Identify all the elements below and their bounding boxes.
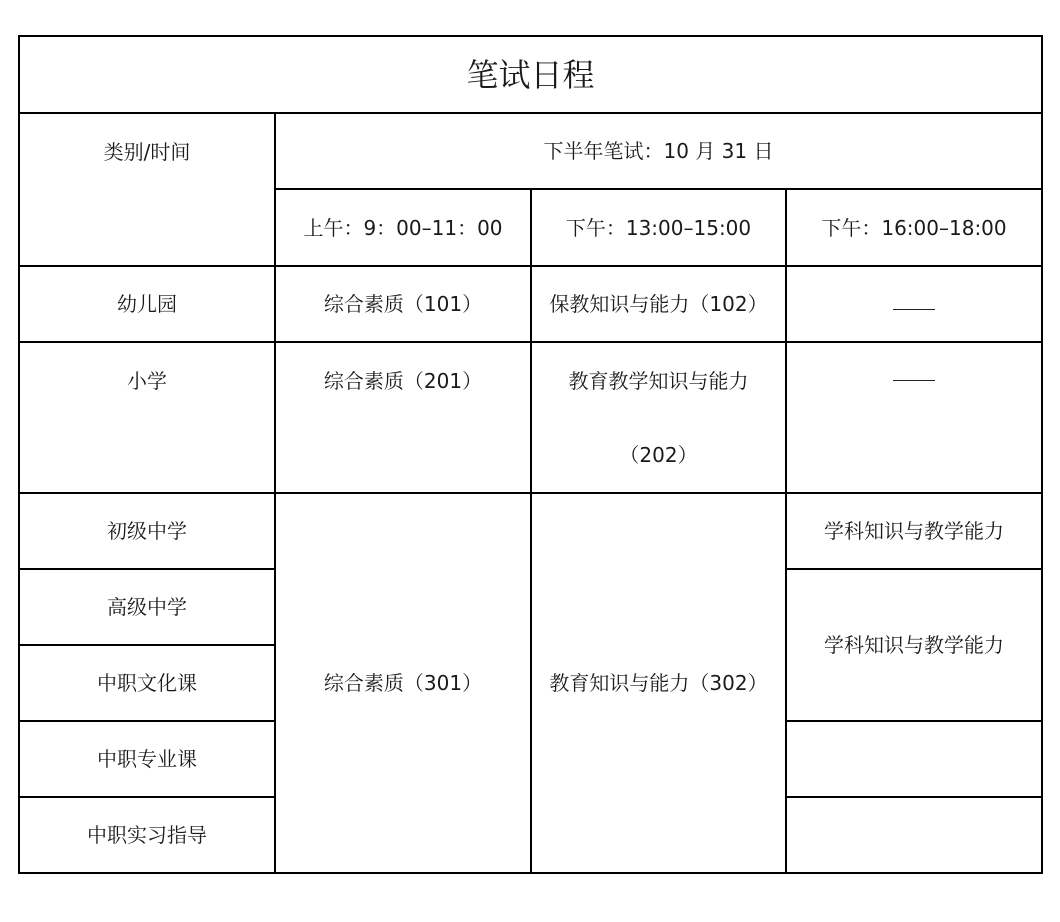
category-vocational-specialty: 中职专业课 bbox=[18, 720, 276, 798]
time-slot-afternoon-1: 下午：13:00–15:00 bbox=[530, 188, 787, 267]
date-header: 下半年笔试：10 月 31 日 bbox=[274, 112, 1043, 190]
empty-dash bbox=[893, 380, 935, 381]
category-junior-high: 初级中学 bbox=[18, 492, 276, 570]
kindergarten-slot2: 保教知识与能力（102） bbox=[530, 265, 787, 343]
primary-slot2-line2: （202） bbox=[619, 443, 698, 467]
category-primary: 小学 bbox=[18, 341, 276, 494]
corner-header: 类别/时间 bbox=[18, 112, 276, 267]
kindergarten-slot1: 综合素质（101） bbox=[274, 265, 532, 343]
secondary-slot1: 综合素质（301） bbox=[274, 492, 532, 874]
primary-slot3 bbox=[785, 341, 1043, 494]
category-vocational-culture: 中职文化课 bbox=[18, 644, 276, 722]
empty-dash bbox=[893, 309, 935, 310]
category-vocational-internship: 中职实习指导 bbox=[18, 796, 276, 874]
category-senior-high: 高级中学 bbox=[18, 568, 276, 646]
vocational-internship-slot3 bbox=[785, 796, 1043, 874]
table-title: 笔试日程 bbox=[18, 35, 1043, 114]
category-kindergarten: 幼儿园 bbox=[18, 265, 276, 343]
primary-slot2-line1: 教育教学知识与能力 bbox=[568, 369, 749, 393]
primary-slot1: 综合素质（201） bbox=[274, 341, 532, 494]
primary-slot2 bbox=[530, 341, 787, 494]
time-slot-afternoon-2: 下午：16:00–18:00 bbox=[785, 188, 1043, 267]
secondary-slot2: 教育知识与能力（302） bbox=[530, 492, 787, 874]
vocational-specialty-slot3 bbox=[785, 720, 1043, 798]
senior-vocational-slot3: 学科知识与教学能力 bbox=[785, 568, 1043, 722]
kindergarten-slot3 bbox=[785, 265, 1043, 343]
time-slot-morning: 上午：9：00–11：00 bbox=[274, 188, 532, 267]
junior-high-slot3: 学科知识与教学能力 bbox=[785, 492, 1043, 570]
